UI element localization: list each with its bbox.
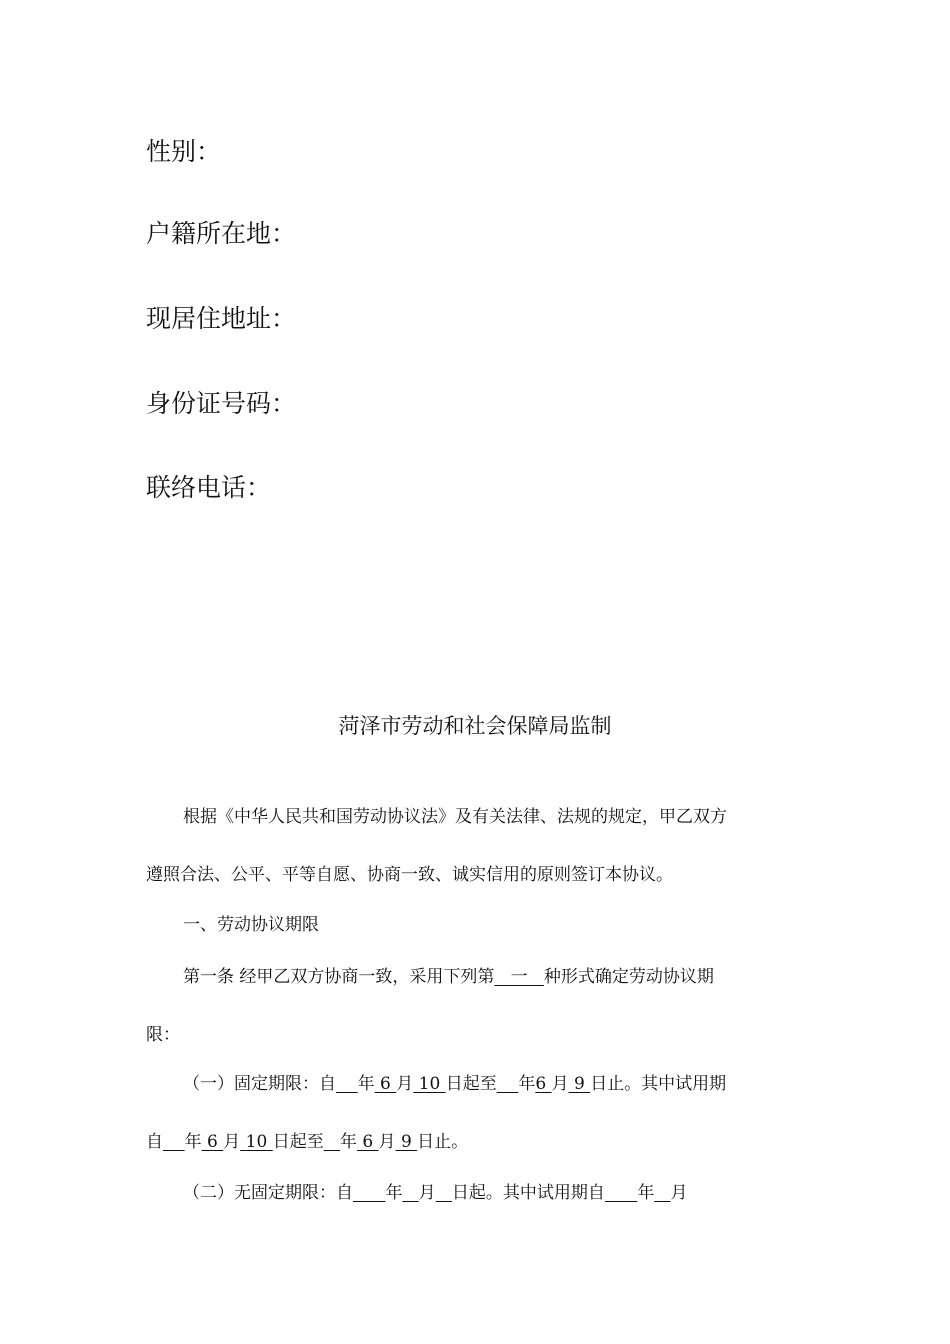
open-start-month-blank [402, 1183, 418, 1203]
open-start-year-blank [353, 1183, 385, 1203]
supervisor-title: 菏泽市劳动和社会保障局监制 [338, 714, 612, 738]
from-to-label: 日起至 [445, 1074, 497, 1094]
field-household-registration: 户籍所在地： [146, 219, 297, 248]
probation-start-day-blank: 10 [240, 1132, 273, 1152]
year-label: 年 [637, 1183, 655, 1203]
end-label: 日止。 [417, 1132, 469, 1152]
month-label: 月 [396, 1074, 414, 1094]
open-probation-label: 日起。其中试用期自 [451, 1183, 605, 1203]
year-label: 年 [357, 1074, 375, 1094]
month-label: 月 [223, 1132, 241, 1152]
year-label: 年 [184, 1132, 202, 1152]
year-label: 年 [385, 1183, 403, 1203]
probation-label: 日止。其中试用期 [590, 1074, 727, 1094]
fixed-term-label: （一）固定期限：自 [183, 1074, 336, 1094]
field-gender: 性别： [146, 137, 222, 166]
field-current-address: 现居住地址： [146, 304, 297, 333]
fixed-start-year-blank [336, 1074, 358, 1094]
probation-end-year-blank [324, 1132, 340, 1152]
fixed-start-month-blank: 6 [374, 1074, 397, 1094]
intro-line-1: 根据《中华人民共和国劳动协议法》及有关法律、法规的规定，甲乙双方 [183, 807, 727, 827]
fixed-end-month-blank: 6 [535, 1074, 552, 1094]
fixed-end-day-blank: 9 [568, 1074, 591, 1094]
month-label: 月 [418, 1183, 436, 1203]
article-1-text-a: 第一条 经甲乙双方协商一致，采用下列第 [183, 967, 495, 987]
from-to-label: 日起至 [272, 1132, 324, 1152]
month-label: 月 [551, 1074, 569, 1094]
fixed-start-day-blank: 10 [413, 1074, 446, 1094]
probation-end-day-blank: 9 [395, 1132, 418, 1152]
article-1-text-b: 种形式确定劳动协议期 [543, 967, 714, 987]
probation-end-month-blank: 6 [356, 1132, 379, 1152]
article-1-continuation: 限： [146, 1025, 180, 1045]
field-id-number: 身份证号码： [146, 389, 297, 418]
year-label: 年 [339, 1132, 357, 1152]
field-phone: 联络电话： [146, 473, 272, 502]
probation-start-month-blank: 6 [201, 1132, 224, 1152]
year-label: 年 [518, 1074, 536, 1094]
section-heading-term: 一、劳动协议期限 [183, 915, 319, 935]
month-label: 月 [670, 1183, 688, 1203]
open-term-line [183, 1182, 688, 1204]
from-label: 自 [146, 1132, 163, 1152]
article-1-line [183, 966, 714, 988]
fixed-term-line-1 [183, 1073, 726, 1095]
fixed-term-line-2 [146, 1131, 468, 1153]
intro-line-2: 遵照合法、公平、平等自愿、协商一致、诚实信用的原则签订本协议。 [146, 865, 673, 885]
article-1-form-blank: 一 [494, 967, 544, 987]
month-label: 月 [378, 1132, 396, 1152]
fixed-end-year-blank [497, 1074, 519, 1094]
open-term-label: （二）无固定期限：自 [183, 1183, 353, 1203]
open-start-day-blank [436, 1183, 452, 1203]
open-probation-month-blank [654, 1183, 670, 1203]
open-probation-year-blank [605, 1183, 637, 1203]
probation-start-year-blank [163, 1132, 185, 1152]
